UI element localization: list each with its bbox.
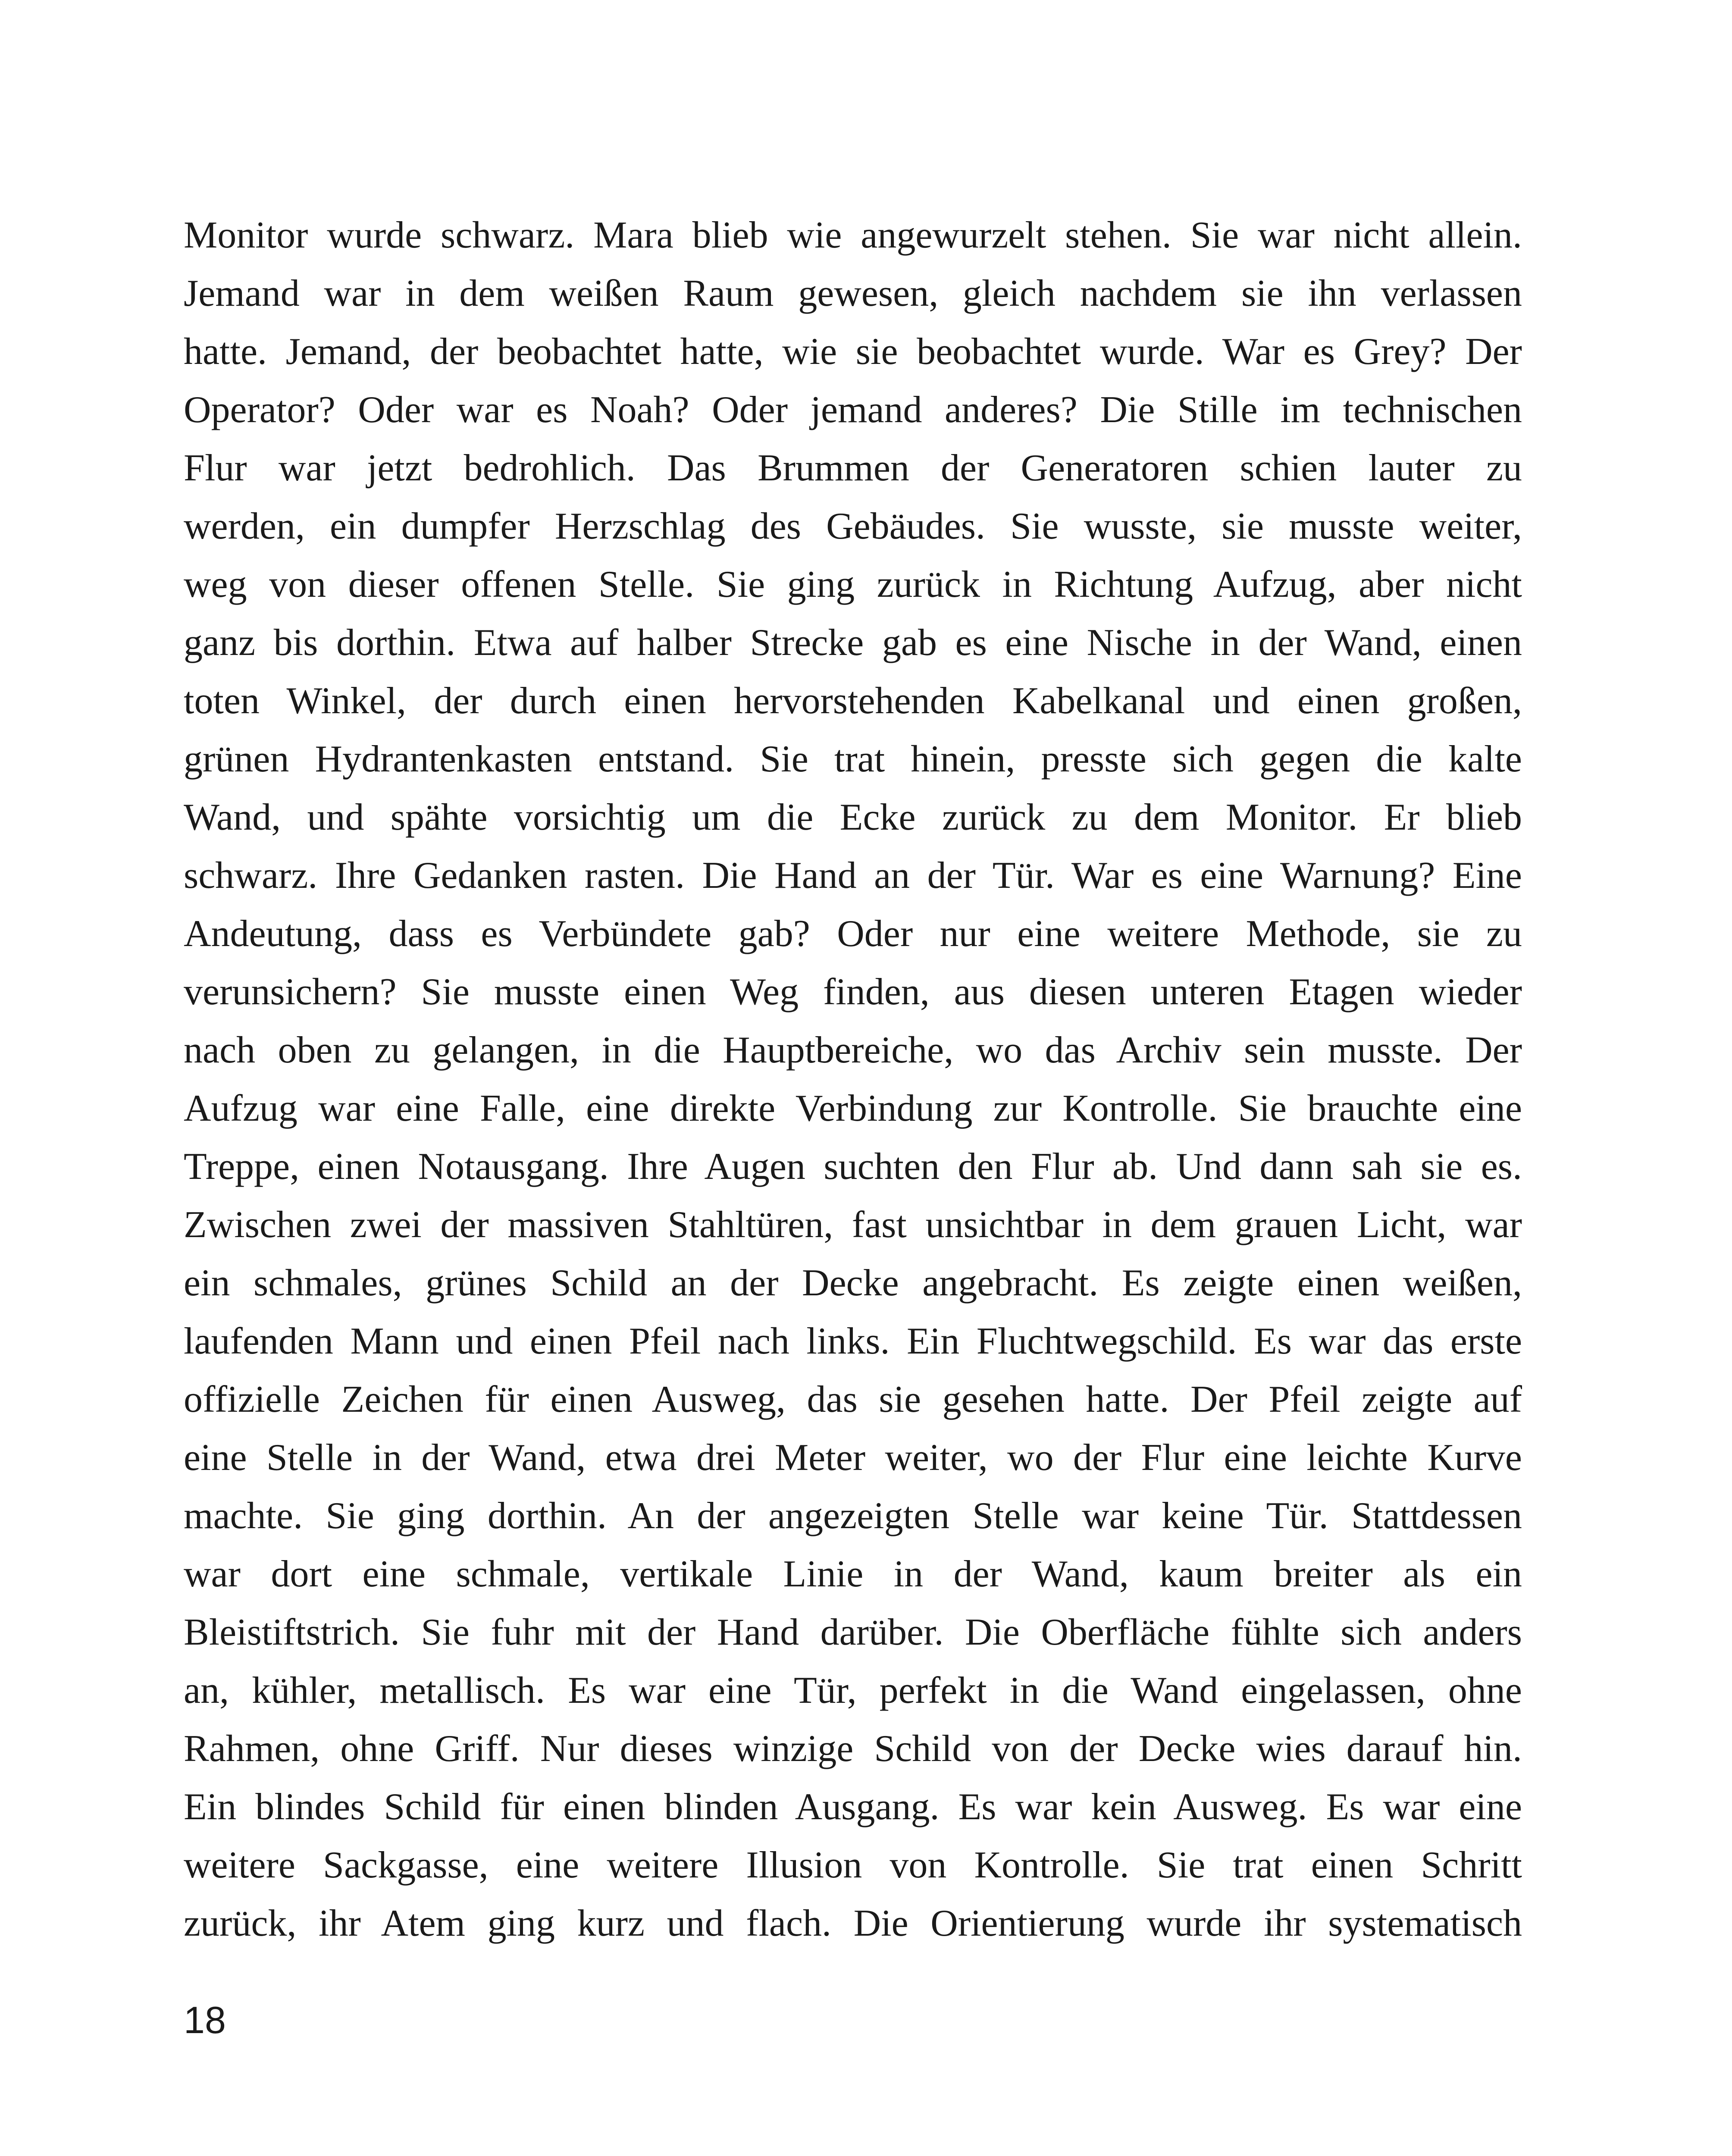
text-line: eine Stelle in der Wand, etwa drei Meter weiter, wo der Flur eine leichte Kurve	[184, 1437, 1522, 1479]
text-line: Jemand war in dem weißen Raum gewesen, gleich nachdem sie ihn verlassen	[184, 273, 1522, 314]
text-line: schwarz. Ihre Gedanken rasten. Die Hand an der Tür. War es eine Warnung? Eine	[184, 855, 1522, 896]
text-line: nach oben zu gelangen, in die Hauptbereiche, wo das Archiv sein musste. Der	[184, 1029, 1522, 1071]
text-line: Andeutung, dass es Verbündete gab? Oder nur eine weitere Methode, sie zu	[184, 913, 1522, 955]
text-line: werden, ein dumpfer Herzschlag des Gebäudes. Sie wusste, sie musste weiter,	[184, 505, 1522, 547]
text-line: Wand, und spähte vorsichtig um die Ecke zurück zu dem Monitor. Er blieb	[184, 796, 1522, 838]
text-line: ganz bis dorthin. Etwa auf halber Strecke gab es eine Nische in der Wand, einen	[184, 622, 1522, 664]
text-line: Ein blindes Schild für einen blinden Ausgang. Es war kein Ausweg. Es war eine	[184, 1786, 1522, 1828]
text-line: toten Winkel, der durch einen hervorstehenden Kabelkanal und einen großen,	[184, 680, 1522, 722]
page-number: 18	[184, 1999, 226, 2041]
text-line: Rahmen, ohne Griff. Nur dieses winzige Schild von der Decke wies darauf hin.	[184, 1728, 1522, 1770]
text-line: an, kühler, metallisch. Es war eine Tür, perfekt in die Wand eingelassen, ohne	[184, 1670, 1522, 1711]
text-line: Bleistiftstrich. Sie fuhr mit der Hand darüber. Die Oberfläche fühlte sich anders	[184, 1611, 1522, 1653]
text-line: Treppe, einen Notausgang. Ihre Augen suchten den Flur ab. Und dann sah sie es.	[184, 1146, 1522, 1188]
text-line: hatte. Jemand, der beobachtet hatte, wie sie beobachtet wurde. War es Grey? Der	[184, 331, 1522, 373]
body-text	[184, 206, 1522, 1952]
text-line: machte. Sie ging dorthin. An der angezeigten Stelle war keine Tür. Stattdessen	[184, 1495, 1522, 1537]
text-line: zurück, ihr Atem ging kurz und flach. Die Orientierung wurde ihr systematisch	[184, 1902, 1522, 1944]
text-line: Flur war jetzt bedrohlich. Das Brummen der Generatoren schien lauter zu	[184, 447, 1522, 489]
text-line: weitere Sackgasse, eine weitere Illusion von Kontrolle. Sie trat einen Schritt	[184, 1844, 1522, 1886]
text-line: weg von dieser offenen Stelle. Sie ging zurück in Richtung Aufzug, aber nicht	[184, 564, 1522, 605]
text-line: grünen Hydrantenkasten entstand. Sie trat hinein, presste sich gegen die kalte	[184, 738, 1522, 780]
text-line: offizielle Zeichen für einen Ausweg, das sie gesehen hatte. Der Pfeil zeigte auf	[184, 1379, 1522, 1420]
text-line: ein schmales, grünes Schild an der Decke angebracht. Es zeigte einen weißen,	[184, 1262, 1522, 1304]
text-line: war dort eine schmale, vertikale Linie in der Wand, kaum breiter als ein	[184, 1553, 1522, 1595]
text-line: Aufzug war eine Falle, eine direkte Verbindung zur Kontrolle. Sie brauchte eine	[184, 1087, 1522, 1129]
text-line: Monitor wurde schwarz. Mara blieb wie angewurzelt stehen. Sie war nicht allein.	[184, 214, 1522, 256]
text-line: Operator? Oder war es Noah? Oder jemand anderes? Die Stille im technischen	[184, 389, 1522, 431]
text-line: Zwischen zwei der massiven Stahltüren, fast unsichtbar in dem grauen Licht, war	[184, 1204, 1522, 1246]
text-line: laufenden Mann und einen Pfeil nach links. Ein Fluchtwegschild. Es war das erste	[184, 1320, 1522, 1362]
text-line: verunsichern? Sie musste einen Weg finden, aus diesen unteren Etagen wieder	[184, 971, 1522, 1013]
